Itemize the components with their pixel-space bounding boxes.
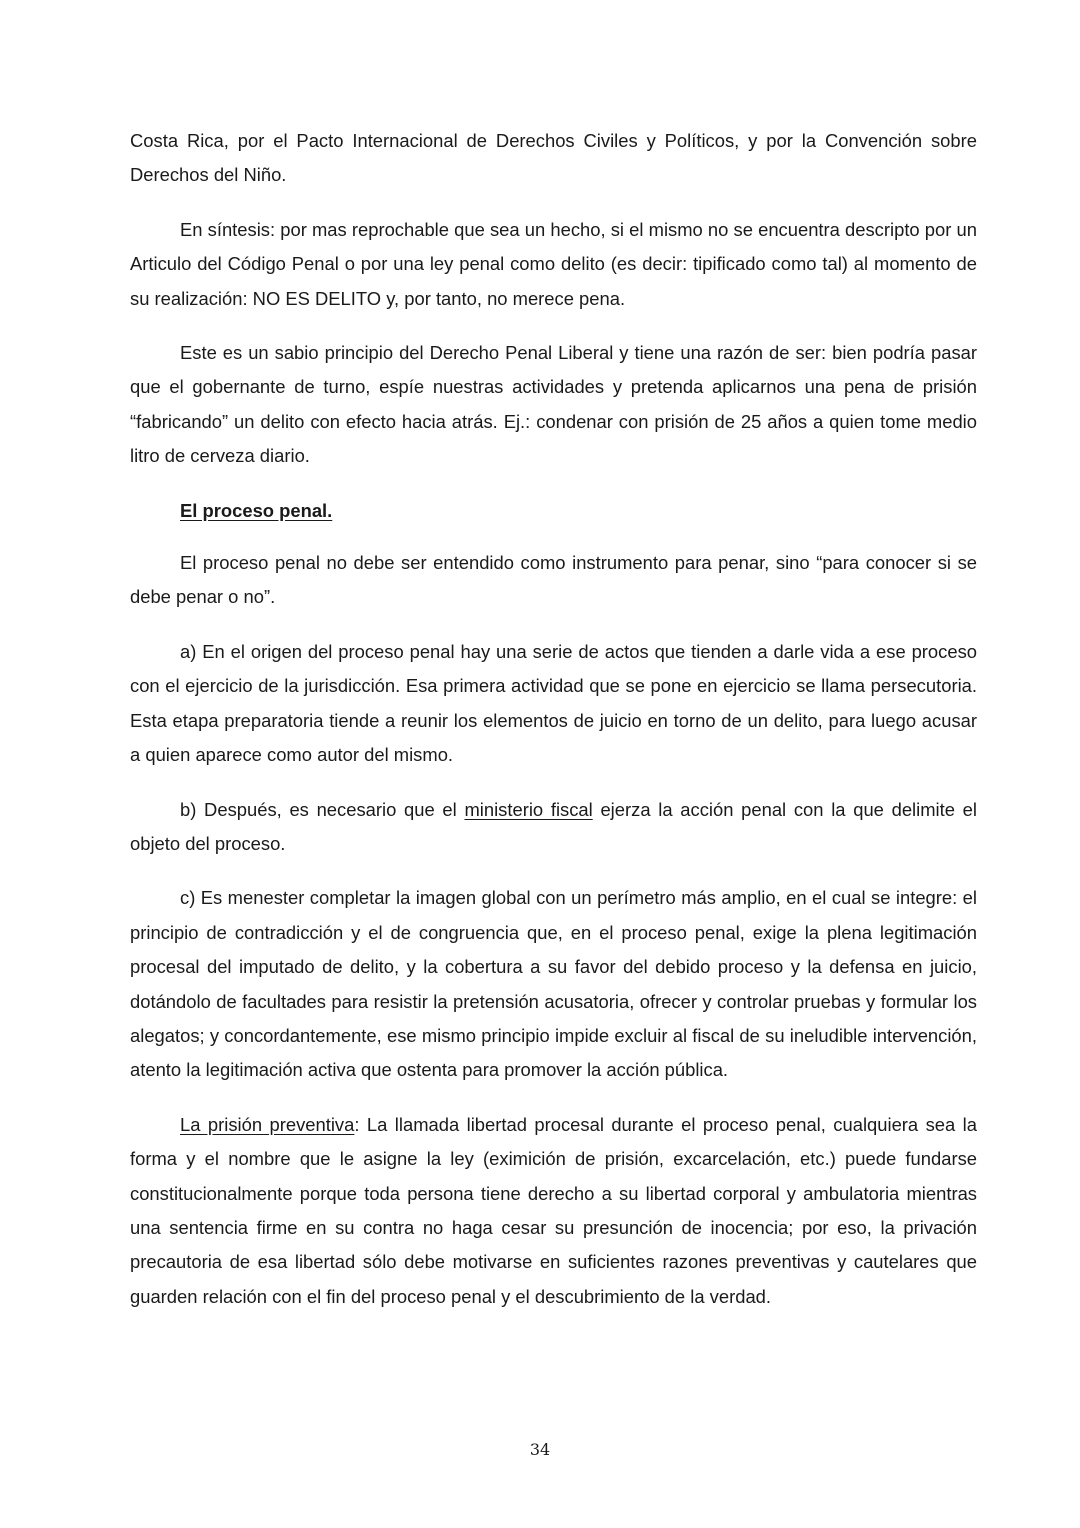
- paragraph-4: El proceso penal no debe ser entendido como instrumento para penar, sino “para conocer si se debe penar o no”.: [130, 552, 977, 608]
- paragraph-6-start: b) Después, es necesario que el: [180, 798, 465, 820]
- paragraph-6: [130, 793, 977, 862]
- paragraph-8: [130, 1108, 977, 1314]
- page-number: 34: [529, 1440, 551, 1459]
- section-heading: [130, 494, 977, 528]
- paragraph-7: c) Es menester completar la imagen global con un perímetro más amplio, en el cual se integre: el principio de contradicción y el de congruencia que, en el proceso penal, exige la plena legitimación procesal del imputado de delito, y la cobertura a su favor del debido proceso y la defensa en juicio, dotándolo de facultades para resistir la pretensión acusatoria, ofrecer y controlar pruebas y formular los alegatos; y concordantemente, ese mismo principio impide excluir al fiscal de su ineludible intervención, atento la legitimación activa que ostenta para promover la acción pública.: [130, 887, 977, 1081]
- ministerio-fiscal-term: ministerio fiscal: [464, 798, 593, 820]
- paragraph-8-body: : La llamada libertad procesal durante el proceso penal, cualquiera sea la forma y el nombre que le asigne la ley (eximición de prisión, excarcelación, etc.) puede fundarse constitucionalmente porque toda persona tiene derecho a su libertad corporal y ambulatoria mientras una sentencia firme en su contra no haga cesar su presunción de inocencia; por eso, la privación precautoria de esa libertad sólo debe motivarse en suficientes razones preventivas y cautelares que guarden relación con el fin del proceso penal y el descubrimiento de la verdad.: [130, 1113, 977, 1307]
- section-heading-text: El proceso penal.: [180, 499, 333, 521]
- paragraph-5: a) En el origen del proceso penal hay una serie de actos que tienden a darle vida a ese proceso con el ejercicio de la jurisdicción. Esa primera actividad que se pone en ejercicio se llama persecutoria. Esta etapa preparatoria tiende a reunir los elementos de juicio en torno de un delito, para luego acusar a quien aparece como autor del mismo.: [130, 640, 977, 766]
- prision-preventiva-term: La prisión preventiva: [180, 1113, 355, 1135]
- paragraph-1: Costa Rica, por el Pacto Internacional de Derechos Civiles y Políticos, y por la Convención sobre Derechos del Niño.: [130, 130, 977, 186]
- document-page: [130, 124, 977, 1314]
- paragraph-3: Este es un sabio principio del Derecho Penal Liberal y tiene una razón de ser: bien podría pasar que el gobernante de turno, espíe nuestras actividades y pretenda aplicarnos una pena de prisión “fabricando” un delito con efecto hacia atrás. Ej.: condenar con prisión de 25 años a quien tome medio litro de cerveza diario.: [130, 342, 977, 467]
- paragraph-6-end: ejerza la acción penal con la que delimite el objeto del proceso.: [130, 798, 977, 854]
- paragraph-2: En síntesis: por mas reprochable que sea un hecho, si el mismo no se encuentra descripto por un Articulo del Código Penal o por una ley penal como delito (es decir: tipificado como tal) al momento de su realización: NO ES DELITO y, por tanto, no merece pena.: [130, 218, 977, 309]
